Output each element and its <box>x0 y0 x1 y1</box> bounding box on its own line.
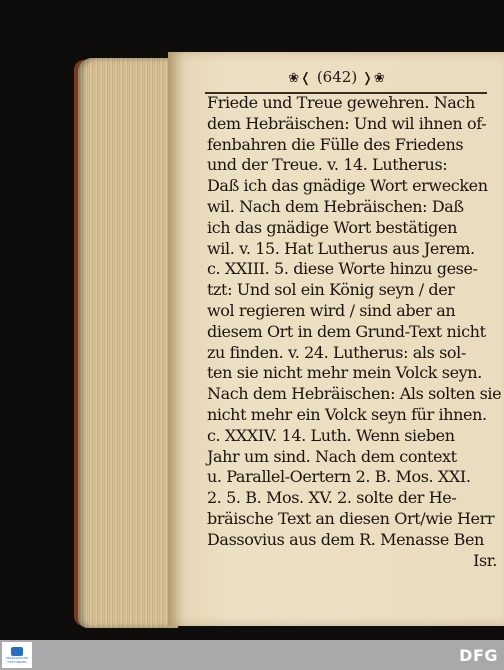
text-line: c. XXXIV. 14. Luth. Wenn sieben <box>207 425 455 445</box>
text-line: diesem Ort in dem Grund-Text nicht <box>207 321 486 341</box>
text-line: ten sie nicht mehr mein Volck seyn. <box>207 363 482 383</box>
text-line: nicht mehr ein Volck seyn für ihnen. <box>207 404 487 424</box>
page-number-close: ) <box>351 68 358 86</box>
text-line: bräische Text an diesen Ort/wie Herr <box>207 508 495 528</box>
dfg-logo[interactable]: DFG <box>459 646 498 665</box>
text-line: ich das gnädige Wort bestätigen <box>207 217 457 237</box>
page-header <box>170 68 504 90</box>
franckesche-stiftungen-logo[interactable] <box>2 642 32 668</box>
text-line: Daß ich das gnädige Wort erwecken <box>207 176 488 196</box>
book-page-edges <box>78 58 178 628</box>
text-line: u. Parallel-Oertern 2. B. Mos. XXI. <box>207 467 471 487</box>
text-line: 2. 5. B. Mos. XV. 2. solte der He- <box>207 488 457 508</box>
header-ornament-left: ❀❬ <box>288 71 313 86</box>
text-line: Dassovius aus dem R. Menasse Ben <box>207 529 484 549</box>
footer-bar <box>0 640 504 670</box>
text-line: Jahr um sind. Nach dem context <box>207 446 457 466</box>
catchword: Isr. <box>473 550 497 570</box>
page-number-open: ( <box>316 68 323 86</box>
logo-text-line-1: FRANCKESCHE <box>5 655 29 660</box>
text-line: und der Treue. v. 14. Lutherus: <box>207 155 448 175</box>
text-line: dem Hebräischen: Und wil ihnen of- <box>207 113 487 133</box>
text-line: c. XXIII. 5. diese Worte hinzu gese- <box>207 259 478 279</box>
page-text <box>207 93 502 571</box>
text-line: zu finden. v. 24. Lutherus: als sol- <box>207 342 466 362</box>
text-line: wil. v. 15. Hat Lutherus aus Jerem. <box>207 238 475 258</box>
logo-mark-icon <box>11 647 23 656</box>
header-ornament-right: ❭❀ <box>361 71 386 86</box>
text-line: Friede und Treue gewehren. Nach <box>207 93 475 112</box>
page-number: 642 <box>322 68 352 86</box>
logo-text-line-2: STIFTUNGEN <box>7 659 27 664</box>
text-line: tzt: Und sol ein König seyn / der <box>207 280 455 300</box>
text-line: wil. Nach dem Hebräischen: Daß <box>207 196 464 216</box>
text-line: wol regieren wird / sind aber an <box>207 300 456 320</box>
text-line: fenbahren die Fülle des Friedens <box>207 134 464 154</box>
text-line: Nach dem Hebräischen: Als solten sie <box>207 384 502 404</box>
